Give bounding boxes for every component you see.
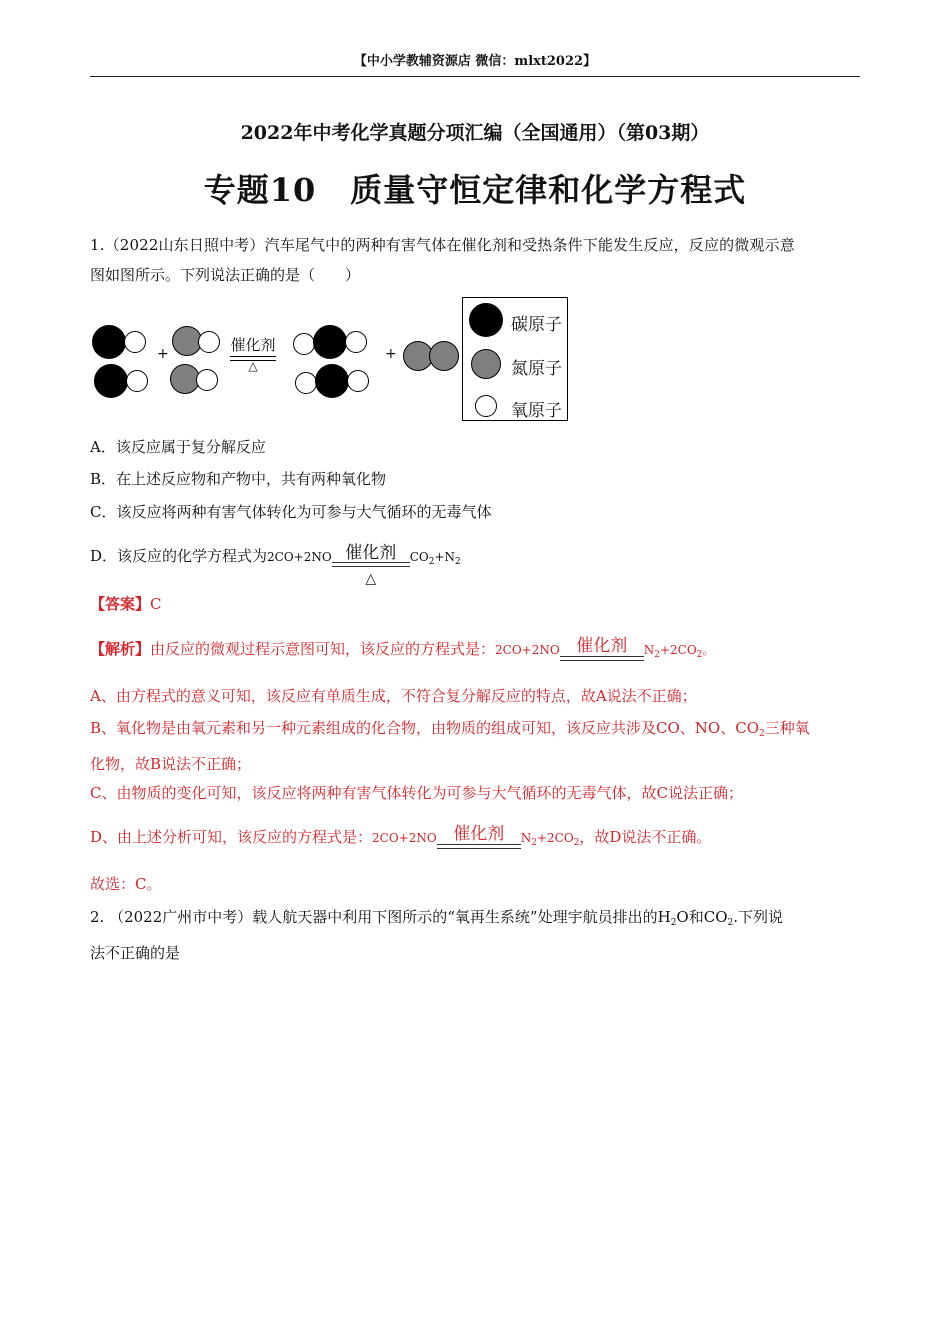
q1-stem-line2: 图如图所示。下列说法正确的是（ ） [90,266,361,284]
product-n: +N [434,550,456,564]
q1-stem [90,230,860,290]
subscript: 2 [428,557,435,567]
answer-value: C [150,595,162,613]
legend-carbon-label: 碳原子 [511,315,562,335]
oxygen-atom [345,331,367,353]
product-co2: +2CO [536,831,574,845]
subscript: 2 [455,557,461,567]
period: 。 [702,643,715,657]
product-n: N [643,643,655,657]
catalyst-label: 催化剂 [230,336,276,354]
subscript: 2 [727,918,734,928]
equation-reactants: 2CO+2NO [372,831,437,845]
q2-text: O和CO [676,908,728,926]
q1-option-c: C．该反应将两种有害气体转化为可参与大气循环的无毒气体 [90,503,492,521]
carbon-atom [313,325,347,359]
q1-option-d [90,541,860,587]
q1-option-a: A．该反应属于复分解反应 [90,438,266,456]
equation-arrow [560,656,644,661]
subscript: 2 [696,650,703,660]
oxygen-atom [293,333,315,355]
q2-text: .下列说 [733,908,784,926]
title-topic-name: 质量守恒定律和化学方程式 [350,171,747,209]
plus-sign: + [385,346,397,362]
nitrogen-atom [429,341,459,371]
equation-products [520,831,580,848]
q2-stem-line2: 法不正确的是 [90,944,181,962]
carbon-atom [92,325,126,359]
oxygen-atom [347,370,369,392]
analysis-d-suffix: ，故D说法不正确。 [579,828,712,846]
oxygen-atom [295,372,317,394]
legend-oxygen [469,388,569,424]
equation-products [409,550,461,567]
equation-products [643,643,715,660]
analysis-b-text: B、氧化物是由氧元素和另一种元素组成的化合物，由物质的组成可知，该反应共涉及CO、NO、CO [90,719,759,737]
q2-stem [90,902,860,968]
catalyst-label: 催化剂 [345,543,397,563]
option-d-prefix: D．该反应的化学方程式为 [90,547,268,565]
equation-reactants: 2CO+2NO [495,643,560,657]
subscript: 2 [573,838,580,848]
page-header: 【中小学教辅资源店 微信：mlxt2022】 [353,54,597,69]
q1-stem-line1: 1.（2022山东日照中考）汽车尾气中的两种有害气体在催化剂和受热条件下能发生反应，反应的微观示意 [90,236,795,254]
oxygen-atom [124,331,146,353]
heat-symbol: △ [365,571,377,587]
subscript: 2 [759,729,765,739]
header-rule [90,76,860,77]
subscript: 2 [670,918,677,928]
q1-option-b: B．在上述反应物和产物中，共有两种氧化物 [90,470,387,488]
q1-answer [90,589,860,619]
equation-condition [437,823,521,853]
analysis-b-line1 [90,713,860,749]
analysis-c: C、由物质的变化可知，该反应将两种有害气体转化为可参与大气循环的无毒气体，故C说法正确； [90,784,743,802]
analysis-label: 【解析】 [90,640,151,658]
oxygen-atom [126,370,148,392]
legend-nitrogen [469,346,569,382]
product-co: CO [409,550,429,564]
q2-text: 2. （2022广州市中考）载人航天器中利用下图所示的“氧再生系统”处理宇航员排出的H [90,908,671,926]
analysis-b-text-end: 三种氧 [764,719,810,737]
oxygen-atom [198,331,220,353]
carbon-atom-swatch [469,303,503,337]
product-n: N [520,831,532,845]
analysis-d-prefix: D、由上述分析可知，该反应的方程式是： [90,828,373,846]
plus-sign: + [157,346,169,362]
nitrogen-atom-swatch [471,349,501,379]
analysis-intro [90,634,860,670]
subscript: 2 [654,650,660,660]
catalyst-label: 催化剂 [453,824,505,844]
equation-condition [560,635,644,665]
heat-symbol: △ [248,359,258,373]
equation-arrow [437,844,521,849]
answer-label: 【答案】 [90,595,151,613]
q2-stem-line1 [90,902,860,938]
subscript: 2 [531,838,537,848]
legend-nitrogen-label: 氮原子 [511,359,562,379]
carbon-atom [315,364,349,398]
document-title [90,165,860,211]
document-subtitle: 2022年中考化学真题分项汇编（全国通用）（第03期） [240,122,710,144]
atom-legend [462,297,568,421]
product-co2: +2CO [659,643,697,657]
legend-oxygen-label: 氧原子 [511,401,562,421]
reaction-condition [227,334,279,374]
oxygen-atom [196,369,218,391]
catalyst-label: 催化剂 [576,636,628,656]
analysis-intro-text: 由反应的微观过程示意图可知，该反应的方程式是： [150,640,496,658]
carbon-atom [94,364,128,398]
analysis-b-line2: 化物，故B说法不正确； [90,755,252,773]
oxygen-atom-swatch [475,395,497,417]
analysis-conclusion: 故选：C。 [90,875,162,893]
equation-condition [332,542,410,587]
equation-reactants: 2CO+2NO [267,550,332,564]
analysis-a: A、由方程式的意义可知，该反应有单质生成，不符合复分解反应的特点，故A说法不正确； [90,687,697,705]
analysis-b [90,713,860,779]
legend-carbon [469,302,569,338]
analysis-d [90,822,860,858]
title-topic-number: 专题10 [203,171,317,209]
